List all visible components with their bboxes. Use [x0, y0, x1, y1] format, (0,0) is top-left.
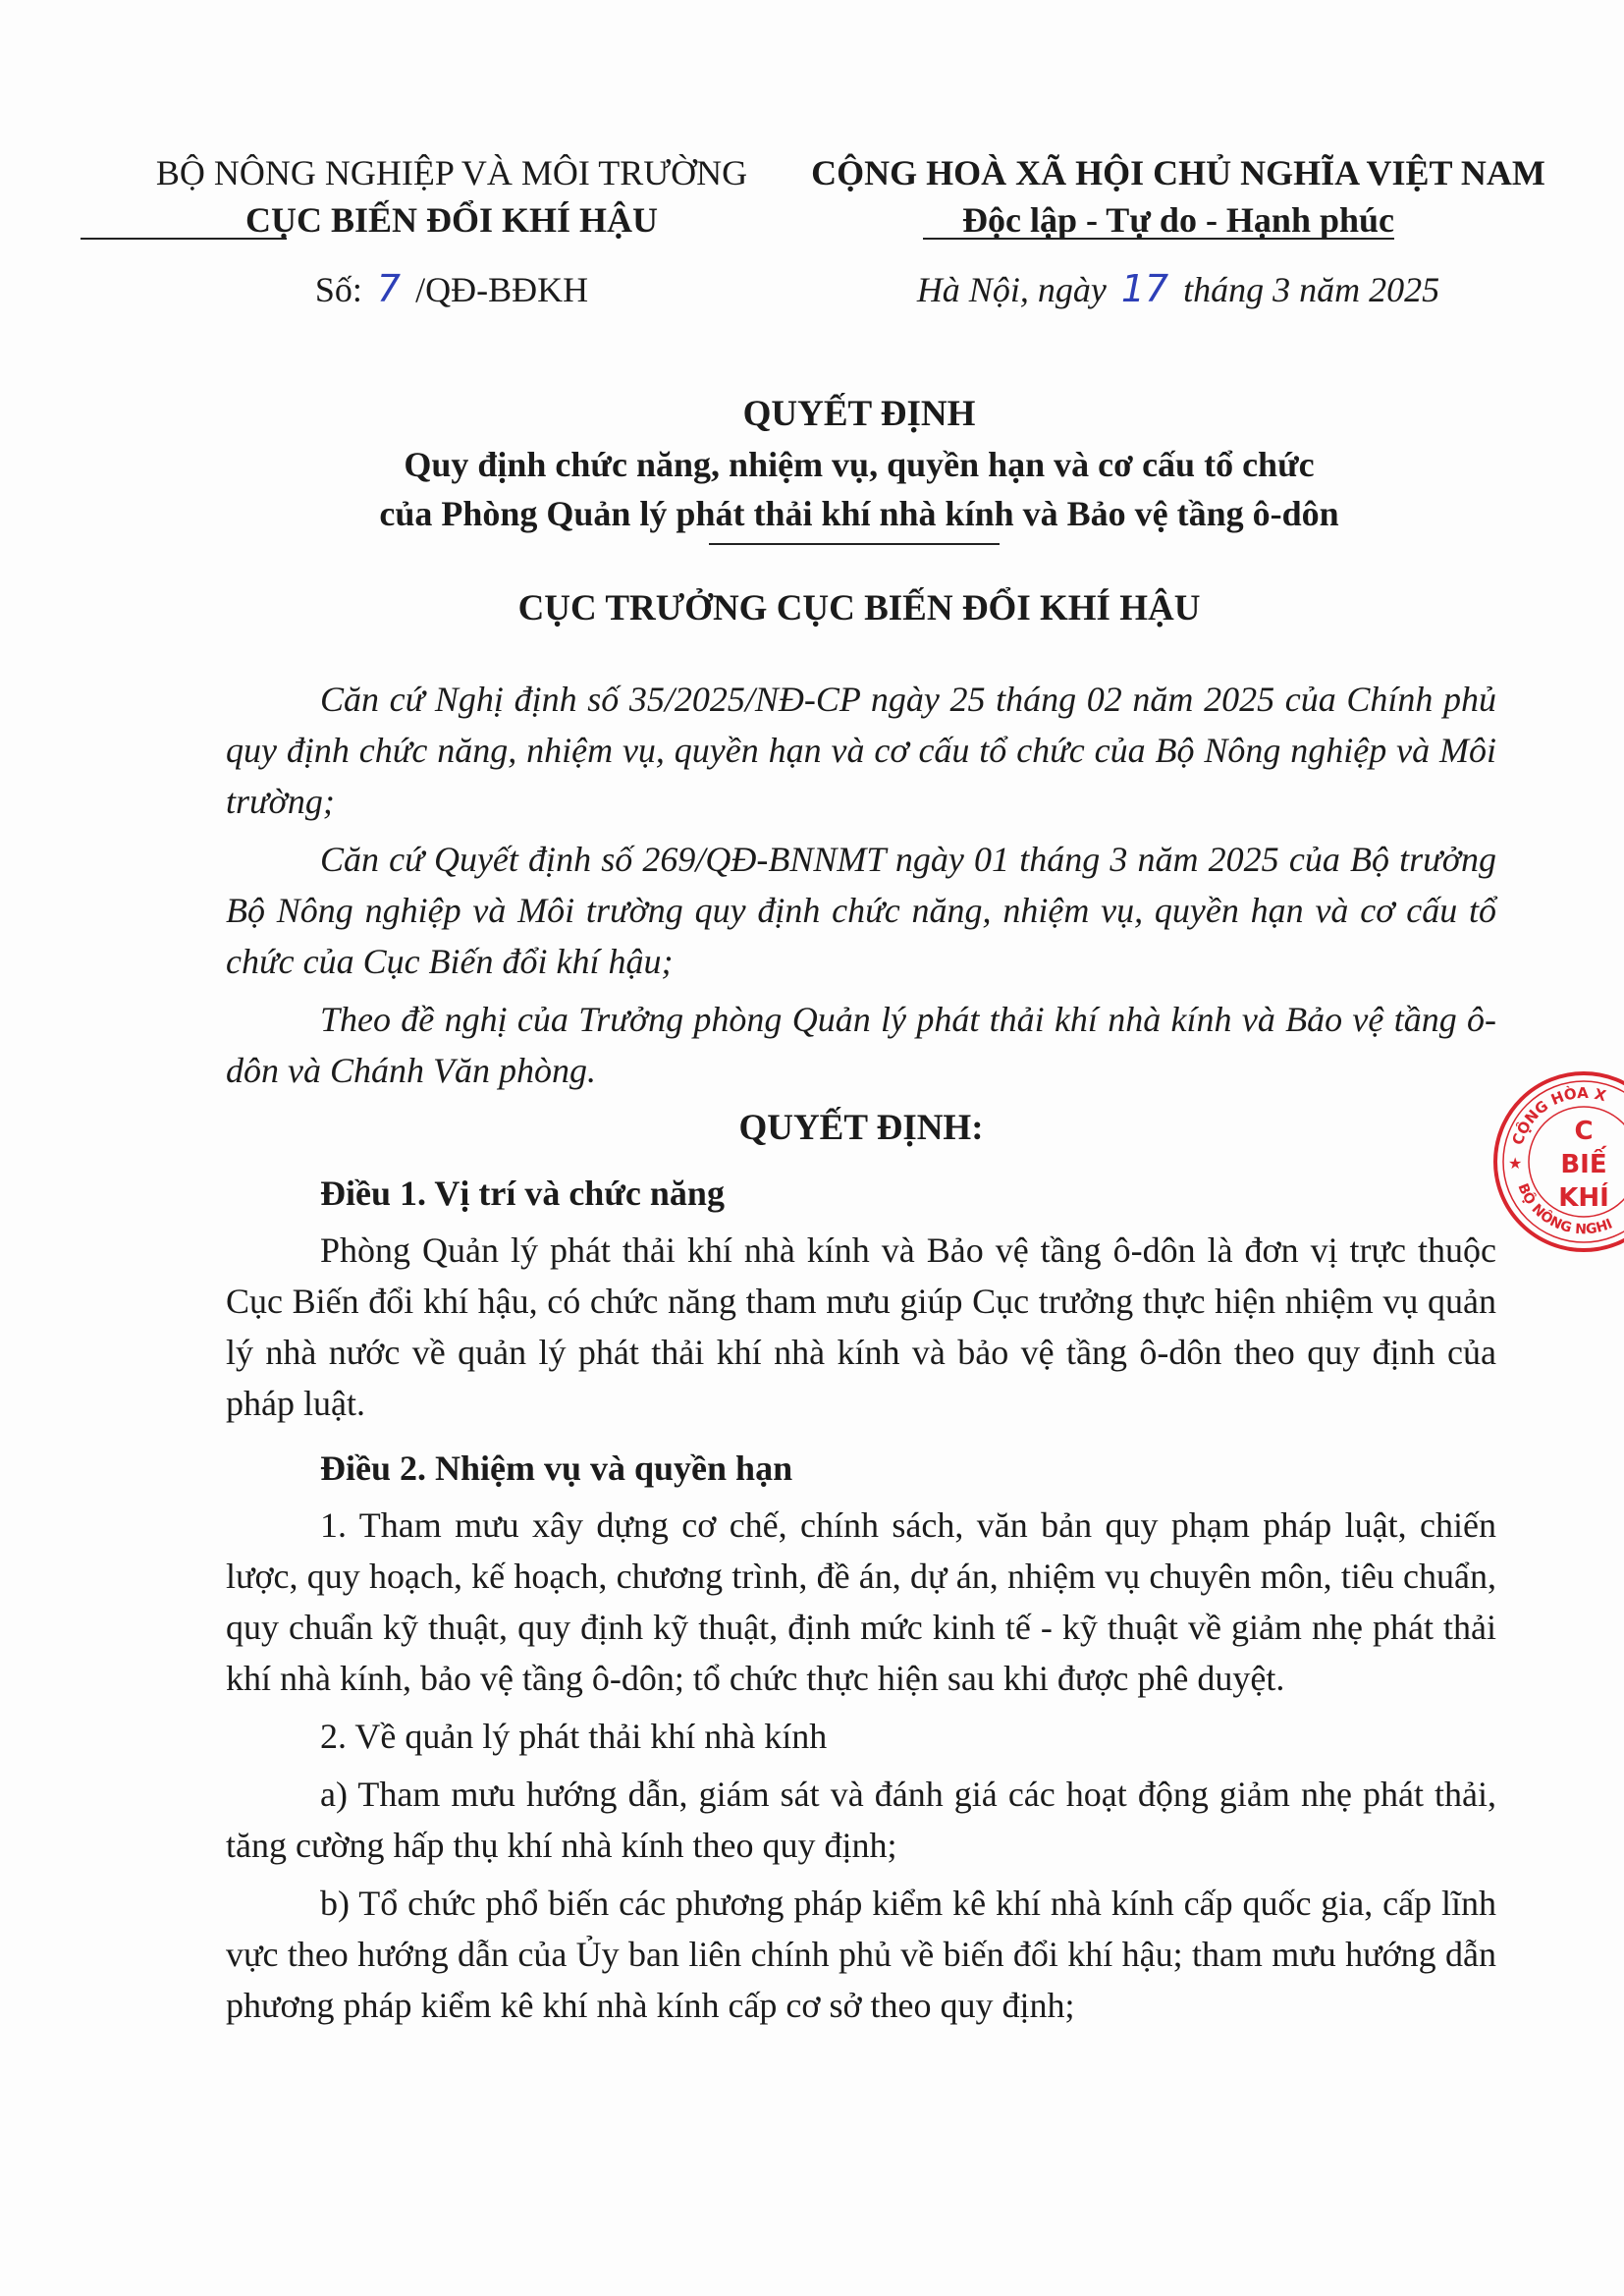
- article-2-item-2b: b) Tổ chức phổ biến các phương pháp kiểm kê khí nhà kính cấp quốc gia, cấp lĩnh vực theo hướng dẫn của Ủy ban liên chính phủ về biến đổi khí hậu; tham mưu hướng dẫn phương pháp kiểm kê khí nhà kính cấp cơ sở theo quy định;: [226, 1884, 1496, 2025]
- seal-center-3: KHÍ: [1558, 1183, 1609, 1213]
- date-suffix: tháng 3 năm 2025: [1183, 270, 1440, 309]
- seal-arc-bottom-text: BỘ NÔNG NGHI: [1514, 1181, 1615, 1238]
- number-prefix: Số:: [314, 270, 362, 309]
- title-sub-line1: Quy định chức năng, nhiệm vụ, quyền hạn và cơ cấu tổ chức: [404, 445, 1315, 484]
- document-body: [226, 674, 1496, 2038]
- national-header: [785, 149, 1571, 244]
- seal-center-2: BIẾ: [1560, 1150, 1607, 1179]
- article-2-item-1: 1. Tham mưu xây dựng cơ chế, chính sách, văn bản quy phạm pháp luật, chiến lược, quy hoạch, kế hoạch, chương trình, đề án, dự án, nhiệm vụ chuyên môn, tiêu chuẩn, quy chuẩn kỹ thuật, quy định kỹ thuật, định mức kinh tế - kỹ thuật về giảm nhẹ phát thải khí nhà kính, bảo vệ tầng ô-dôn; tổ chức thực hiện sau khi được phê duyệt.: [226, 1505, 1496, 1698]
- seal-arc-top-text: CỘNG HÒA X: [1508, 1083, 1608, 1148]
- seal-center-1: C: [1574, 1117, 1594, 1146]
- decision-title: [196, 389, 1522, 538]
- date-prefix: Hà Nội, ngày: [916, 270, 1107, 309]
- seal-star-icon: ★: [1508, 1154, 1523, 1173]
- agency-name: CỤC BIẾN ĐỔI KHÍ HẬU: [244, 200, 659, 240]
- agency-underline: [81, 238, 287, 240]
- article-1-heading: Điều 1. Vị trí và chức năng: [320, 1174, 725, 1213]
- red-seal-stamp: [1490, 1068, 1624, 1255]
- decision-heading: QUYẾT ĐỊNH:: [738, 1108, 984, 1148]
- legal-basis-1: Căn cứ Nghị định số 35/2025/NĐ-CP ngày 25 tháng 02 năm 2025 của Chính phủ quy định chức năng, nhiệm vụ, quyền hạn và cơ cấu tổ chức của Bộ Nông nghiệp và Môi trường;: [226, 680, 1496, 821]
- motto-underline: [923, 238, 1394, 240]
- article-2-item-2a: a) Tham mưu hướng dẫn, giám sát và đánh giá các hoạt động giảm nhẹ phát thải, tăng cường hấp thụ khí nhà kính theo quy định;: [226, 1775, 1496, 1865]
- title-main: QUYẾT ĐỊNH: [742, 394, 976, 434]
- document-number: [137, 267, 766, 310]
- signing-authority: CỤC TRƯỞNG CỤC BIẾN ĐỔI KHÍ HẬU: [517, 588, 1201, 629]
- title-sub-line2: của Phòng Quản lý phát thải khí nhà kính và Bảo vệ tầng ô-dôn: [379, 494, 1339, 533]
- article-1-text: Phòng Quản lý phát thải khí nhà kính và Bảo vệ tầng ô-dôn là đơn vị trực thuộc Cục Biến đổi khí hậu, có chức năng tham mưu giúp Cục trưởng thực hiện nhiệm vụ quản lý nhà nước về quản lý phát thải khí nhà kính và bảo vệ tầng ô-dôn theo quy định của pháp luật.: [226, 1230, 1496, 1423]
- ministry-name: BỘ NÔNG NGHIỆP VÀ MÔI TRƯỜNG: [155, 153, 748, 192]
- article-2-item-2: 2. Về quản lý phát thải khí nhà kính: [320, 1717, 828, 1756]
- handwritten-day: 17: [1120, 267, 1169, 310]
- title-divider: [709, 543, 1000, 545]
- issue-date: [785, 267, 1571, 310]
- country-name: CỘNG HOÀ XÃ HỘI CHỦ NGHĨA VIỆT NAM: [811, 153, 1545, 192]
- legal-basis-3: Theo đề nghị của Trưởng phòng Quản lý phát thải khí nhà kính và Bảo vệ tầng ô-dôn và Chánh Văn phòng.: [226, 1000, 1496, 1090]
- issuing-authority: [137, 149, 766, 244]
- number-suffix: /QĐ-BĐKH: [415, 270, 589, 309]
- national-motto: Độc lập - Tự do - Hạnh phúc: [961, 200, 1395, 240]
- handwritten-number: 7: [376, 267, 402, 310]
- legal-basis-2: Căn cứ Quyết định số 269/QĐ-BNNMT ngày 01 tháng 3 năm 2025 của Bộ trưởng Bộ Nông nghiệp và Môi trường quy định chức năng, nhiệm vụ, quyền hạn và cơ cấu tổ chức của Cục Biến đổi khí hậu;: [226, 840, 1496, 981]
- article-2-heading: Điều 2. Nhiệm vụ và quyền hạn: [320, 1449, 793, 1488]
